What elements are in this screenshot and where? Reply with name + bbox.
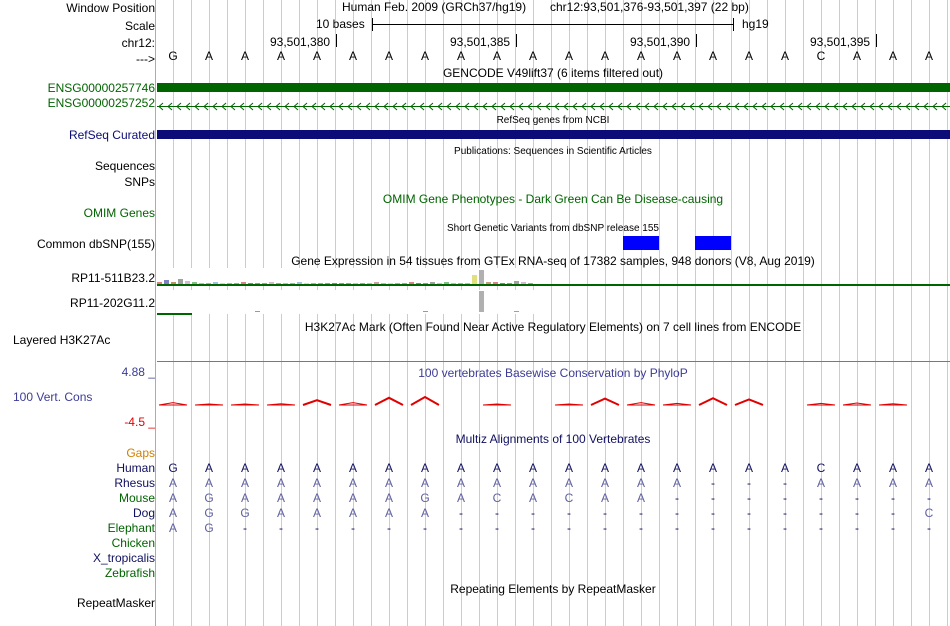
alignment-base: - <box>459 521 463 535</box>
refseq-track-title: RefSeq genes from NCBI <box>496 115 610 126</box>
alignment-base: - <box>711 521 715 535</box>
reference-base: A <box>420 49 429 63</box>
gtex-tissue-bar[interactable] <box>220 283 225 284</box>
gtex-tissue-bar[interactable] <box>444 282 449 284</box>
phylop-min-label: -4.5 _ <box>124 415 155 429</box>
reference-base: A <box>636 49 645 63</box>
coord-tick-mark <box>336 34 337 47</box>
chrom-label: chr12: <box>121 36 155 50</box>
gencode-gene-label-1[interactable]: ENSG00000257746 <box>47 81 155 95</box>
position-text: chr12:93,501,376-93,501,397 (22 bp) <box>550 0 749 14</box>
coord-tick-mark <box>876 34 877 47</box>
h3k27ac-track-title: H3K27Ac Mark (Often Found Near Active Regulatory Elements) on 7 cell lines from ENCODE <box>304 320 802 334</box>
gtex-tissue-bar[interactable] <box>528 283 533 284</box>
omim-genes-label[interactable]: OMIM Genes <box>83 206 155 220</box>
alignment-base: A <box>348 476 357 490</box>
scale-bar-line <box>372 24 734 25</box>
alignment-base: A <box>672 461 681 475</box>
reference-base: A <box>528 49 537 63</box>
gtex-tissue-bar[interactable] <box>192 282 197 284</box>
alignment-base: C <box>564 491 574 505</box>
alignment-base: - <box>639 506 643 520</box>
reference-base: A <box>492 49 501 63</box>
phylop-score-mark <box>591 399 619 405</box>
gtex-tissue-bar[interactable] <box>521 282 526 284</box>
gtex-gene2-line[interactable] <box>157 313 192 315</box>
gtex-tissue-bar[interactable] <box>269 282 274 284</box>
gtex-tissue-bar[interactable] <box>199 283 204 284</box>
alignment-base: A <box>924 461 933 475</box>
gtex-tissue-bar[interactable] <box>451 283 456 284</box>
alignment-base: A <box>276 491 285 505</box>
alignment-base: A <box>636 461 645 475</box>
gtex-tissue-bar[interactable] <box>248 283 253 284</box>
alignment-base: - <box>891 506 895 520</box>
coord-tick-label: 93,501,380 <box>270 35 331 49</box>
gtex-tissue-bar[interactable] <box>409 282 414 284</box>
alignment-base: A <box>888 461 897 475</box>
reference-base: A <box>852 49 861 63</box>
alignment-base: - <box>423 521 427 535</box>
alignment-base: C <box>924 506 934 520</box>
alignment-base: A <box>420 506 429 520</box>
coord-tick-mark <box>696 34 697 47</box>
alignment-base: A <box>492 476 501 490</box>
alignment-base: A <box>204 461 213 475</box>
gtex-tissue-bar[interactable] <box>388 283 393 284</box>
alignment-base: A <box>924 476 933 490</box>
alignment-base: A <box>168 521 177 535</box>
species-label-human: Human <box>116 461 155 475</box>
alignment-base: - <box>315 521 319 535</box>
alignment-base: C <box>492 491 502 505</box>
publications-snps-label[interactable]: SNPs <box>124 175 155 189</box>
alignment-base: - <box>675 506 679 520</box>
alignment-base: A <box>276 506 285 520</box>
alignment-base: - <box>387 521 391 535</box>
gtex-tissue-bar[interactable] <box>374 282 379 284</box>
gtex-tissue-bar[interactable] <box>339 283 344 284</box>
alignment-base: - <box>711 506 715 520</box>
gtex-tissue-bar[interactable] <box>311 283 316 284</box>
alignment-base: - <box>855 491 859 505</box>
alignment-base: G <box>204 506 214 520</box>
alignment-base: A <box>384 476 393 490</box>
scale-label: Scale <box>124 19 155 33</box>
coord-tick-label: 93,501,395 <box>810 35 871 49</box>
alignment-base: - <box>783 506 787 520</box>
alignment-base: A <box>456 476 465 490</box>
alignment-base: - <box>495 506 499 520</box>
gtex-tissue-bar[interactable] <box>255 311 260 312</box>
alignment-base: A <box>528 491 537 505</box>
alignment-base: A <box>312 506 321 520</box>
reference-base: A <box>276 49 285 63</box>
reference-base: A <box>924 49 933 63</box>
alignment-base: A <box>312 461 321 475</box>
alignment-base: A <box>456 491 465 505</box>
alignment-base: - <box>783 491 787 505</box>
species-label-chicken: Chicken <box>111 536 155 550</box>
alignment-base: - <box>675 521 679 535</box>
gtex-tissue-bar[interactable] <box>479 291 484 312</box>
gtex-tissue-bar[interactable] <box>185 281 190 284</box>
gtex-tissue-bar[interactable] <box>206 283 211 284</box>
track-label-panel <box>0 0 155 626</box>
multiz-gaps-label: Gaps <box>126 446 155 460</box>
gtex-tissue-bar[interactable] <box>493 282 498 284</box>
alignment-base: A <box>564 461 573 475</box>
gtex-tissue-bar[interactable] <box>241 282 246 284</box>
publications-track-title: Publications: Sequences in Scientific Articles <box>454 146 652 157</box>
alignment-base: A <box>888 476 897 490</box>
alignment-base: A <box>600 476 609 490</box>
alignment-base: A <box>240 461 249 475</box>
alignment-base: A <box>420 461 429 475</box>
gtex-tissue-bar[interactable] <box>332 283 337 284</box>
gtex-tissue-bar[interactable] <box>402 283 407 284</box>
gtex-tissue-bar[interactable] <box>290 283 295 284</box>
alignment-base: A <box>600 461 609 475</box>
phylop-max-label: 4.88 _ <box>121 365 155 379</box>
alignment-base: A <box>348 491 357 505</box>
gencode-track-title: GENCODE V49lift37 (6 items filtered out) <box>442 66 664 80</box>
gtex-tissue-bar[interactable] <box>465 283 470 284</box>
gtex-tissue-bar[interactable] <box>297 282 302 284</box>
refseq-gene-bar[interactable] <box>157 130 950 139</box>
gtex-tissue-bar[interactable] <box>262 283 267 284</box>
gtex-tissue-bar[interactable] <box>507 283 512 284</box>
gtex-gene1-line[interactable] <box>157 284 950 286</box>
phylop-wiggle[interactable] <box>156 392 950 422</box>
alignment-base: A <box>384 491 393 505</box>
alignment-base: A <box>780 461 789 475</box>
reference-base: A <box>744 49 753 63</box>
alignment-base: - <box>819 491 823 505</box>
alignment-base: A <box>816 476 825 490</box>
phylop-score-mark <box>735 399 763 405</box>
multiz-track-title: Multiz Alignments of 100 Vertebrates <box>455 432 651 446</box>
alignment-base: A <box>276 476 285 490</box>
alignment-base: G <box>204 521 214 535</box>
alignment-base: A <box>204 476 213 490</box>
gtex-tissue-bar[interactable] <box>514 311 519 312</box>
gencode-intron-arrows <box>157 102 950 111</box>
gtex-track-title: Gene Expression in 54 tissues from GTEx RNA-seq of 17382 samples, 948 donors (V8, Aug 2019) <box>291 254 815 268</box>
phylop-track-title: 100 vertebrates Basewise Conservation by PhyloP <box>418 366 688 380</box>
alignment-base: A <box>240 491 249 505</box>
alignment-base: A <box>852 461 861 475</box>
alignment-base: - <box>243 521 247 535</box>
gtex-tissue-bar[interactable] <box>423 283 428 284</box>
repeatmasker-track-title: Repeating Elements by RepeatMasker <box>450 582 656 596</box>
alignment-base: A <box>528 476 537 490</box>
phylop-score-mark <box>375 398 403 405</box>
species-label-elephant: Elephant <box>107 521 155 535</box>
alignment-base: A <box>600 491 609 505</box>
alignment-base: G <box>240 506 250 520</box>
alignment-base: A <box>492 461 501 475</box>
alignment-base: A <box>312 476 321 490</box>
gtex-tissue-bar[interactable] <box>178 279 183 284</box>
dbsnp-variant[interactable] <box>695 236 731 250</box>
alignment-base: - <box>783 521 787 535</box>
alignment-base: - <box>819 506 823 520</box>
alignment-base: - <box>531 506 535 520</box>
alignment-base: - <box>279 521 283 535</box>
alignment-base: - <box>711 476 715 490</box>
alignment-base: - <box>711 491 715 505</box>
gtex-tissue-bar[interactable] <box>304 283 309 284</box>
gtex-tissue-bar[interactable] <box>283 283 288 284</box>
gtex-tissue-bar[interactable] <box>416 283 421 284</box>
gencode-gene-bar-1[interactable] <box>157 83 950 92</box>
gtex-tissue-bar[interactable] <box>479 270 484 284</box>
strand-label: ---> <box>136 52 155 66</box>
window-position-label: Window Position <box>66 1 155 15</box>
alignment-base: - <box>855 521 859 535</box>
gencode-gene-bar-2[interactable] <box>157 98 950 107</box>
alignment-base: - <box>927 521 931 535</box>
gtex-tissue-bar[interactable] <box>353 283 358 284</box>
alignment-base: A <box>708 461 717 475</box>
alignment-base: - <box>747 491 751 505</box>
reference-base: C <box>816 49 826 63</box>
alignment-base: - <box>567 521 571 535</box>
alignment-base: - <box>639 521 643 535</box>
reference-base: A <box>240 49 249 63</box>
gtex-tissue-bar[interactable] <box>458 283 463 284</box>
alignment-base: - <box>531 521 535 535</box>
coord-tick-label: 93,501,385 <box>450 35 511 49</box>
gtex-tissue-bar[interactable] <box>234 283 239 284</box>
gtex-tissue-bar[interactable] <box>325 283 330 284</box>
alignment-base: A <box>168 476 177 490</box>
alignment-base: C <box>816 461 826 475</box>
alignment-base: A <box>420 476 429 490</box>
alignment-base: A <box>168 506 177 520</box>
alignment-base: - <box>675 491 679 505</box>
alignment-base: A <box>672 476 681 490</box>
alignment-base: G <box>168 461 178 475</box>
reference-base: A <box>780 49 789 63</box>
species-label-x-tropicalis: X_tropicalis <box>92 551 155 565</box>
scale-db-text: hg19 <box>742 17 769 31</box>
alignment-base: A <box>348 461 357 475</box>
gtex-gene-label-2[interactable]: RP11-202G11.2 <box>70 296 155 310</box>
alignment-base: - <box>495 521 499 535</box>
alignment-base: - <box>927 491 931 505</box>
scale-bar-text: 10 bases <box>316 17 365 31</box>
gtex-tissue-bar[interactable] <box>437 283 442 284</box>
reference-base: A <box>564 49 573 63</box>
alignment-base: - <box>783 476 787 490</box>
gtex-tissue-bar[interactable] <box>227 283 232 284</box>
alignment-base: G <box>204 491 214 505</box>
gtex-gene-label-1[interactable]: RP11-511B23.2 <box>71 271 155 285</box>
gtex-tissue-bar[interactable] <box>472 275 477 284</box>
reference-base: A <box>888 49 897 63</box>
gtex-tissue-bar[interactable] <box>381 283 386 284</box>
alignment-base: - <box>747 521 751 535</box>
phylop-track-label[interactable]: 100 Vert. Cons <box>13 390 93 404</box>
alignment-base: A <box>312 491 321 505</box>
phylop-score-mark <box>699 398 727 405</box>
alignment-base: - <box>891 491 895 505</box>
reference-base: A <box>600 49 609 63</box>
alignment-base: - <box>603 521 607 535</box>
alignment-base: A <box>240 476 249 490</box>
species-label-mouse: Mouse <box>118 491 155 505</box>
alignment-base: A <box>384 461 393 475</box>
species-label-rhesus: Rhesus <box>114 476 155 490</box>
species-label-zebrafish: Zebrafish <box>104 566 155 580</box>
alignment-base: - <box>891 521 895 535</box>
dbsnp-track-title: Short Genetic Variants from dbSNP release 155 <box>447 223 659 234</box>
omim-track-title: OMIM Gene Phenotypes - Dark Green Can Be Disease-causing <box>382 192 724 206</box>
reference-base: A <box>384 49 393 63</box>
reference-base: A <box>456 49 465 63</box>
publications-sequences-label[interactable]: Sequences <box>94 159 155 173</box>
alignment-base: A <box>276 461 285 475</box>
scale-bar-left-cap <box>372 18 373 31</box>
h3k27ac-signal-line[interactable] <box>157 361 950 362</box>
alignment-base: - <box>567 506 571 520</box>
h3k27ac-label[interactable]: Layered H3K27Ac <box>13 333 111 347</box>
alignment-base: A <box>852 476 861 490</box>
dbsnp-variant[interactable] <box>623 236 659 250</box>
alignment-base: - <box>351 521 355 535</box>
gtex-tissue-bar[interactable] <box>346 283 351 284</box>
dbsnp-label[interactable]: Common dbSNP(155) <box>36 237 155 251</box>
reference-base: A <box>312 49 321 63</box>
reference-base: A <box>348 49 357 63</box>
gtex-tissue-bar[interactable] <box>318 283 323 284</box>
alignment-base: A <box>456 461 465 475</box>
gtex-tissue-bar[interactable] <box>367 283 372 284</box>
alignment-base: G <box>420 491 430 505</box>
coord-tick-label: 93,501,390 <box>630 35 691 49</box>
gtex-tissue-bar[interactable] <box>171 282 176 284</box>
alignment-base: - <box>459 506 463 520</box>
assembly-text: Human Feb. 2009 (GRCh37/hg19) <box>342 0 527 14</box>
species-label-dog: Dog <box>132 506 155 520</box>
alignment-base: A <box>384 506 393 520</box>
gtex-tissue-bar[interactable] <box>276 283 281 284</box>
gtex-tissue-bar[interactable] <box>430 282 435 284</box>
reference-base: A <box>708 49 717 63</box>
alignment-base: A <box>636 476 645 490</box>
gtex-tissue-bar[interactable] <box>514 281 519 284</box>
alignment-base: - <box>819 521 823 535</box>
gtex-tissue-bar[interactable] <box>395 283 400 284</box>
reference-base: A <box>204 49 213 63</box>
phylop-score-mark <box>411 397 439 405</box>
alignment-base: A <box>168 491 177 505</box>
gtex-tissue-bar[interactable] <box>164 280 169 284</box>
gtex-tissue-bar[interactable] <box>500 283 505 284</box>
gtex-tissue-bar[interactable] <box>360 283 365 284</box>
gtex-tissue-bar[interactable] <box>213 282 218 284</box>
alignment-base: - <box>747 476 751 490</box>
alignment-base: A <box>528 461 537 475</box>
repeatmasker-label[interactable]: RepeatMasker <box>76 596 155 610</box>
reference-base: A <box>672 49 681 63</box>
coord-tick-mark <box>516 34 517 47</box>
alignment-base: A <box>744 461 753 475</box>
alignment-base: - <box>855 506 859 520</box>
alignment-base: A <box>636 491 645 505</box>
alignment-base: - <box>747 506 751 520</box>
gencode-gene-label-2[interactable]: ENSG00000257252 <box>47 96 155 110</box>
phylop-score-mark <box>303 400 331 405</box>
gtex-tissue-bar[interactable] <box>486 282 491 284</box>
refseq-curated-label[interactable]: RefSeq Curated <box>68 128 155 142</box>
gtex-tissue-bar[interactable] <box>255 283 260 284</box>
alignment-base: - <box>603 506 607 520</box>
alignment-base: A <box>564 476 573 490</box>
gtex-tissue-bar[interactable] <box>157 282 162 284</box>
gtex-tissue-bar[interactable] <box>423 311 428 312</box>
scale-bar-right-cap <box>733 18 734 31</box>
reference-base: G <box>168 49 178 63</box>
alignment-base: A <box>348 506 357 520</box>
